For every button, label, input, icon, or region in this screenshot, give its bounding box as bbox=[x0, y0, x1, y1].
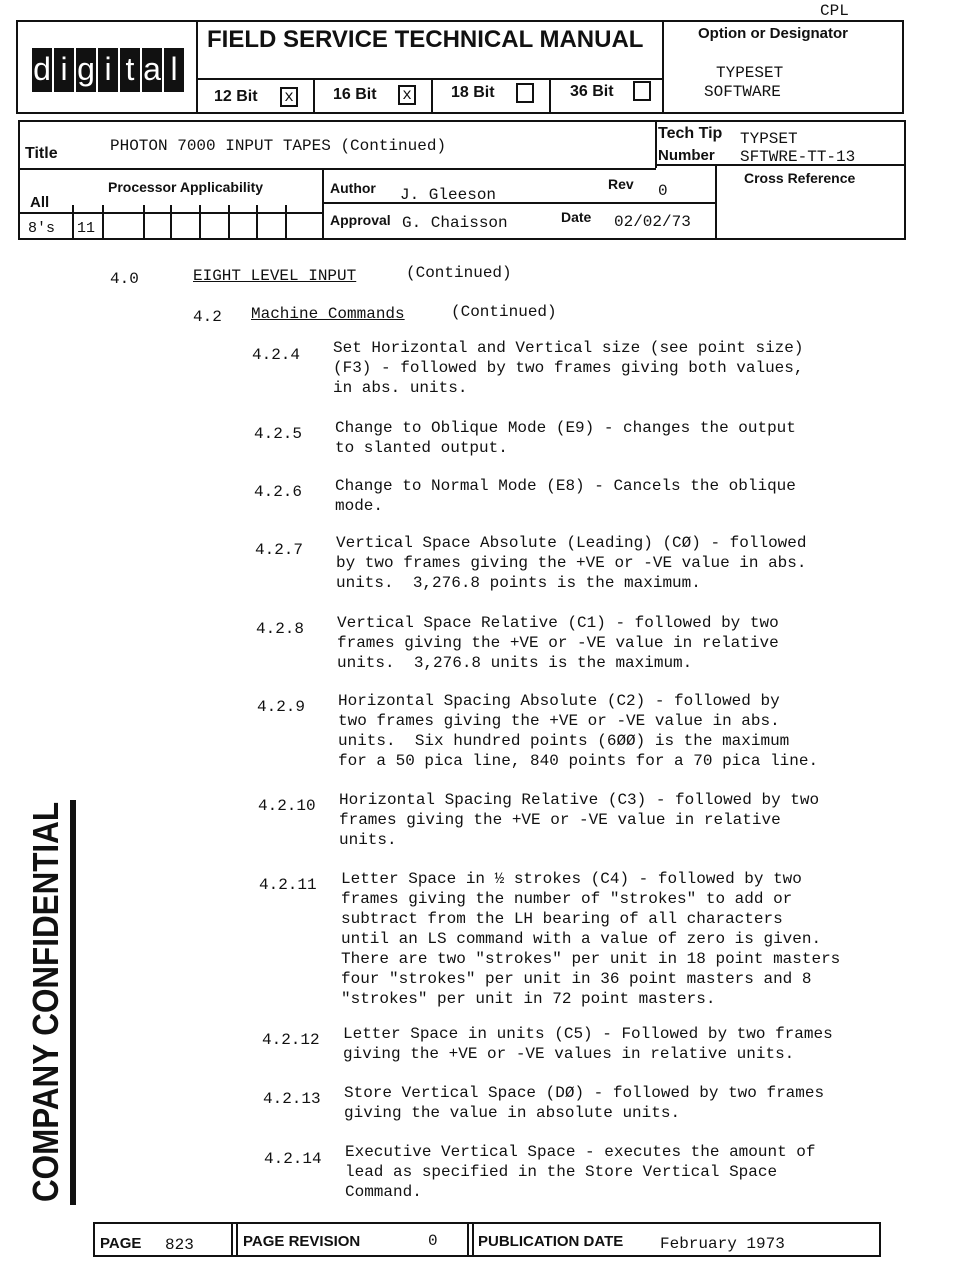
processor-cell-11: 11 bbox=[77, 220, 96, 237]
item-text: Executive Vertical Space - executes the amount of lead as specified in the Store Vertical Space Command. bbox=[345, 1143, 816, 1201]
publication-date-value: February 1973 bbox=[660, 1235, 785, 1253]
cross-reference-label: Cross Reference bbox=[744, 170, 856, 186]
item-number: 4.2.4 bbox=[252, 346, 301, 364]
tech-tip-number: SFTWRE-TT-13 bbox=[740, 148, 856, 166]
all-label: All bbox=[30, 194, 50, 211]
item-text: Store Vertical Space (DØ) - followed by two frames giving the value in absolute units. bbox=[344, 1084, 825, 1122]
item-number: 4.2.9 bbox=[257, 698, 306, 716]
approval-value: G. Chaisson bbox=[402, 214, 508, 232]
bit-checkbox-36[interactable] bbox=[633, 81, 651, 101]
item-text: Horizontal Spacing Relative (C3) - followed by two frames giving the +VE or -VE value in relative units. bbox=[339, 791, 820, 849]
section-number: 4.0 bbox=[110, 270, 139, 288]
bit-checkbox-18[interactable] bbox=[516, 83, 534, 103]
page-number: 823 bbox=[165, 1236, 194, 1254]
item-number: 4.2.8 bbox=[256, 620, 305, 638]
item-number: 4.2.6 bbox=[254, 483, 303, 501]
item-number: 4.2.12 bbox=[262, 1031, 320, 1049]
processor-cell-8s: 8's bbox=[28, 220, 56, 237]
logo-letter: i bbox=[98, 48, 118, 92]
confidential-stamp-graphic bbox=[12, 800, 92, 1205]
item-text: Horizontal Spacing Absolute (C2) - followed by two frames giving the +VE or -VE value in abs. units. Six hundred points (6ØØ) is the maximum for a 50 pica line, 840 points for a 70 pica line. bbox=[338, 692, 819, 770]
logo-letter: t bbox=[120, 48, 140, 92]
logo-letter: i bbox=[54, 48, 74, 92]
item-text: Letter Space in ½ strokes (C4) - followed by two frames giving the number of "strokes" to add or subtract from the LH bearing of all characters until an LS command with a value of zero is given. There are two "strokes" per unit in 18 point masters four "strokes" per unit in 36 point masters and 8 "strokes" per unit in 72 point masters. bbox=[341, 870, 841, 1008]
processor-label: Processor Applicability bbox=[108, 179, 264, 195]
item-text: Change to Oblique Mode (E9) - changes the output to slanted output. bbox=[335, 419, 796, 457]
confidential-stamp bbox=[12, 800, 92, 1205]
tech-tip-label: Tech Tip bbox=[658, 125, 723, 142]
bit-label-36: 36 Bit bbox=[570, 83, 614, 100]
item-number: 4.2.5 bbox=[254, 425, 303, 443]
author-value: J. Gleeson bbox=[400, 186, 497, 204]
option-value-1: TYPESET bbox=[716, 64, 784, 82]
date-label: Date bbox=[561, 209, 592, 225]
title-label: Title bbox=[25, 145, 58, 162]
tech-tip-value: TYPSET bbox=[740, 130, 798, 148]
bit-label-18: 18 Bit bbox=[451, 84, 495, 101]
item-text: Letter Space in units (C5) - Followed by two frames giving the +VE or -VE values in relative units. bbox=[343, 1025, 833, 1063]
item-text: Change to Normal Mode (E8) - Cancels the oblique mode. bbox=[335, 477, 796, 515]
publication-date-label: PUBLICATION DATE bbox=[478, 1233, 624, 1250]
logo-letter: g bbox=[76, 48, 96, 92]
item-number: 4.2.10 bbox=[258, 797, 316, 815]
rev-label: Rev bbox=[608, 176, 634, 192]
logo-letter: d bbox=[32, 48, 52, 92]
section-suffix: (Continued) bbox=[406, 264, 512, 282]
title-value: PHOTON 7000 INPUT TAPES (Continued) bbox=[110, 137, 447, 155]
item-number: 4.2.14 bbox=[264, 1150, 322, 1168]
subsection-suffix: (Continued) bbox=[451, 303, 557, 321]
bit-label-12: 12 Bit bbox=[214, 88, 258, 105]
tech-tip-number-label: Number bbox=[658, 147, 715, 164]
date-value: 02/02/73 bbox=[614, 213, 691, 231]
option-label: Option or Designator bbox=[698, 25, 848, 42]
item-number: 4.2.11 bbox=[259, 876, 317, 894]
page-label: PAGE bbox=[100, 1235, 142, 1252]
bit-checkbox-16[interactable]: x bbox=[398, 85, 416, 105]
manual-title: FIELD SERVICE TECHNICAL MANUAL bbox=[207, 26, 644, 53]
page-revision-label: PAGE REVISION bbox=[243, 1233, 361, 1250]
corner-mark: CPL bbox=[820, 2, 849, 20]
logo-letter: l bbox=[164, 48, 184, 92]
stamp-text: COMPANY CONFIDENTIAL bbox=[25, 800, 66, 1202]
subsection-number: 4.2 bbox=[193, 308, 222, 326]
approval-label: Approval bbox=[330, 212, 391, 228]
item-number: 4.2.13 bbox=[263, 1090, 321, 1108]
bit-checkbox-12[interactable]: x bbox=[280, 87, 298, 107]
item-text: Set Horizontal and Vertical size (see point size) (F3) - followed by two frames giving both values, in abs. units. bbox=[333, 339, 804, 397]
section-title: EIGHT LEVEL INPUT bbox=[193, 267, 357, 285]
logo-letter: a bbox=[142, 48, 162, 92]
rev-value: 0 bbox=[658, 182, 668, 200]
item-number: 4.2.7 bbox=[255, 541, 304, 559]
author-label: Author bbox=[330, 180, 376, 196]
option-value-2: SOFTWARE bbox=[704, 83, 781, 101]
item-text: Vertical Space Relative (C1) - followed by two frames giving the +VE or -VE value in relative units. 3,276.8 units is the maximum. bbox=[337, 614, 779, 672]
bit-label-16: 16 Bit bbox=[333, 86, 377, 103]
subsection-title: Machine Commands bbox=[251, 305, 405, 323]
page-revision-value: 0 bbox=[428, 1232, 438, 1250]
item-text: Vertical Space Absolute (Leading) (CØ) - followed by two frames giving the +VE or -VE value in abs. units. 3,276.8 points is the maximum. bbox=[336, 534, 807, 592]
